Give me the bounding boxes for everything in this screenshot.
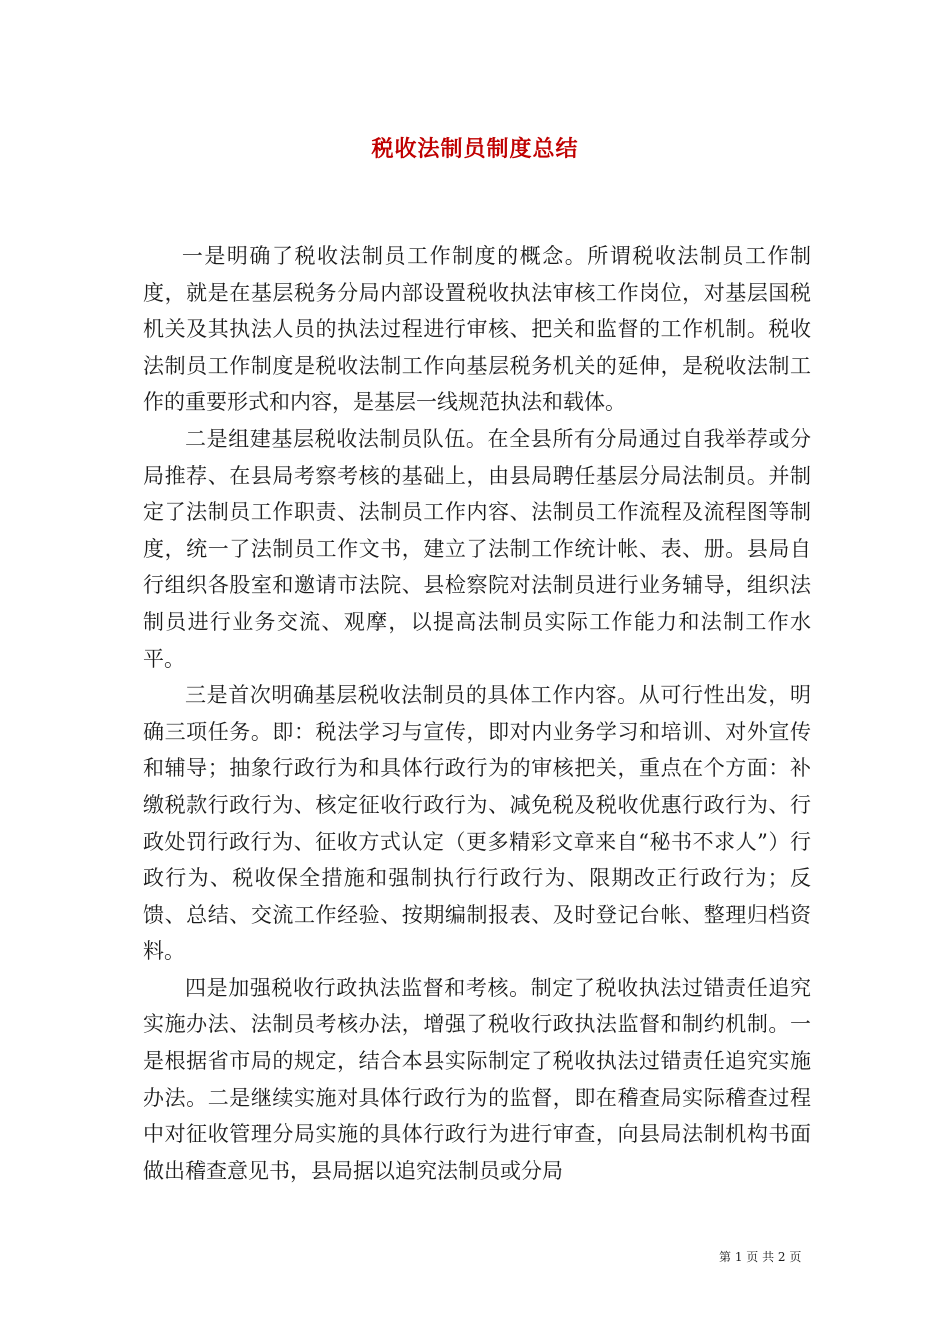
paragraph-4: 四是加强税收行政执法监督和考核。制定了税收执法过错责任追究实施办法、法制员考核办法，增强了税收行政执法监督和制约机制。一是根据省市局的规定，结合本县实际制定了税收执法过错责任追究实施办法。二是继续实施对具体行政行为的监督，即在稽查局实际稽查过程中对征收管理分局实施的具体行政行为进行审查，向县局法制机构书面做出稽查意见书，县局据以追究法制员或分局 [143,975,811,1183]
paragraph-2: 二是组建基层税收法制员队伍。在全县所有分局通过自我举荐或分局推荐、在县局考察考核的基础上，由县局聘任基层分局法制员。并制定了法制员工作职责、法制员工作内容、法制员工作流程及流程图等制度，统一了法制员工作文书，建立了法制工作统计帐、表、册。县局自行组织各股室和邀请市法院、县检察院对法制员进行业务辅导，组织法制员进行业务交流、观摩，以提高法制员实际工作能力和法制工作水平。 [143,426,811,671]
document-body [143,238,811,1189]
paragraph-3: 三是首次明确基层税收法制员的具体工作内容。从可行性出发，明确三项任务。即：税法学习与宣传，即对内业务学习和培训、对外宣传和辅导；抽象行政行为和具体行政行为的审核把关，重点在个方面：补缴税款行政行为、核定征收行政行为、减免税及税收优惠行政行为、行政处罚行政行为、征收方式认定（更多精彩文章来自“秘书不求人”）行政行为、税收保全措施和强制执行行政行为、限期改正行政行为；反馈、总结、交流工作经验、按期编制报表、及时登记台帐、整理归档资料。 [143,683,811,964]
document-title: 税收法制员制度总结 [371,136,579,162]
page-number-footer: 第 1 页 共 2 页 [719,1250,802,1264]
paragraph-1: 一是明确了税收法制员工作制度的概念。所谓税收法制员工作制度，就是在基层税务分局内部设置税收执法审核工作岗位，对基层国税机关及其执法人员的执法过程进行审核、把关和监督的工作机制。税收法制员工作制度是税收法制工作向基层税务机关的延伸，是税收法制工作的重要形式和内容，是基层一线规范执法和载体。 [143,244,811,415]
